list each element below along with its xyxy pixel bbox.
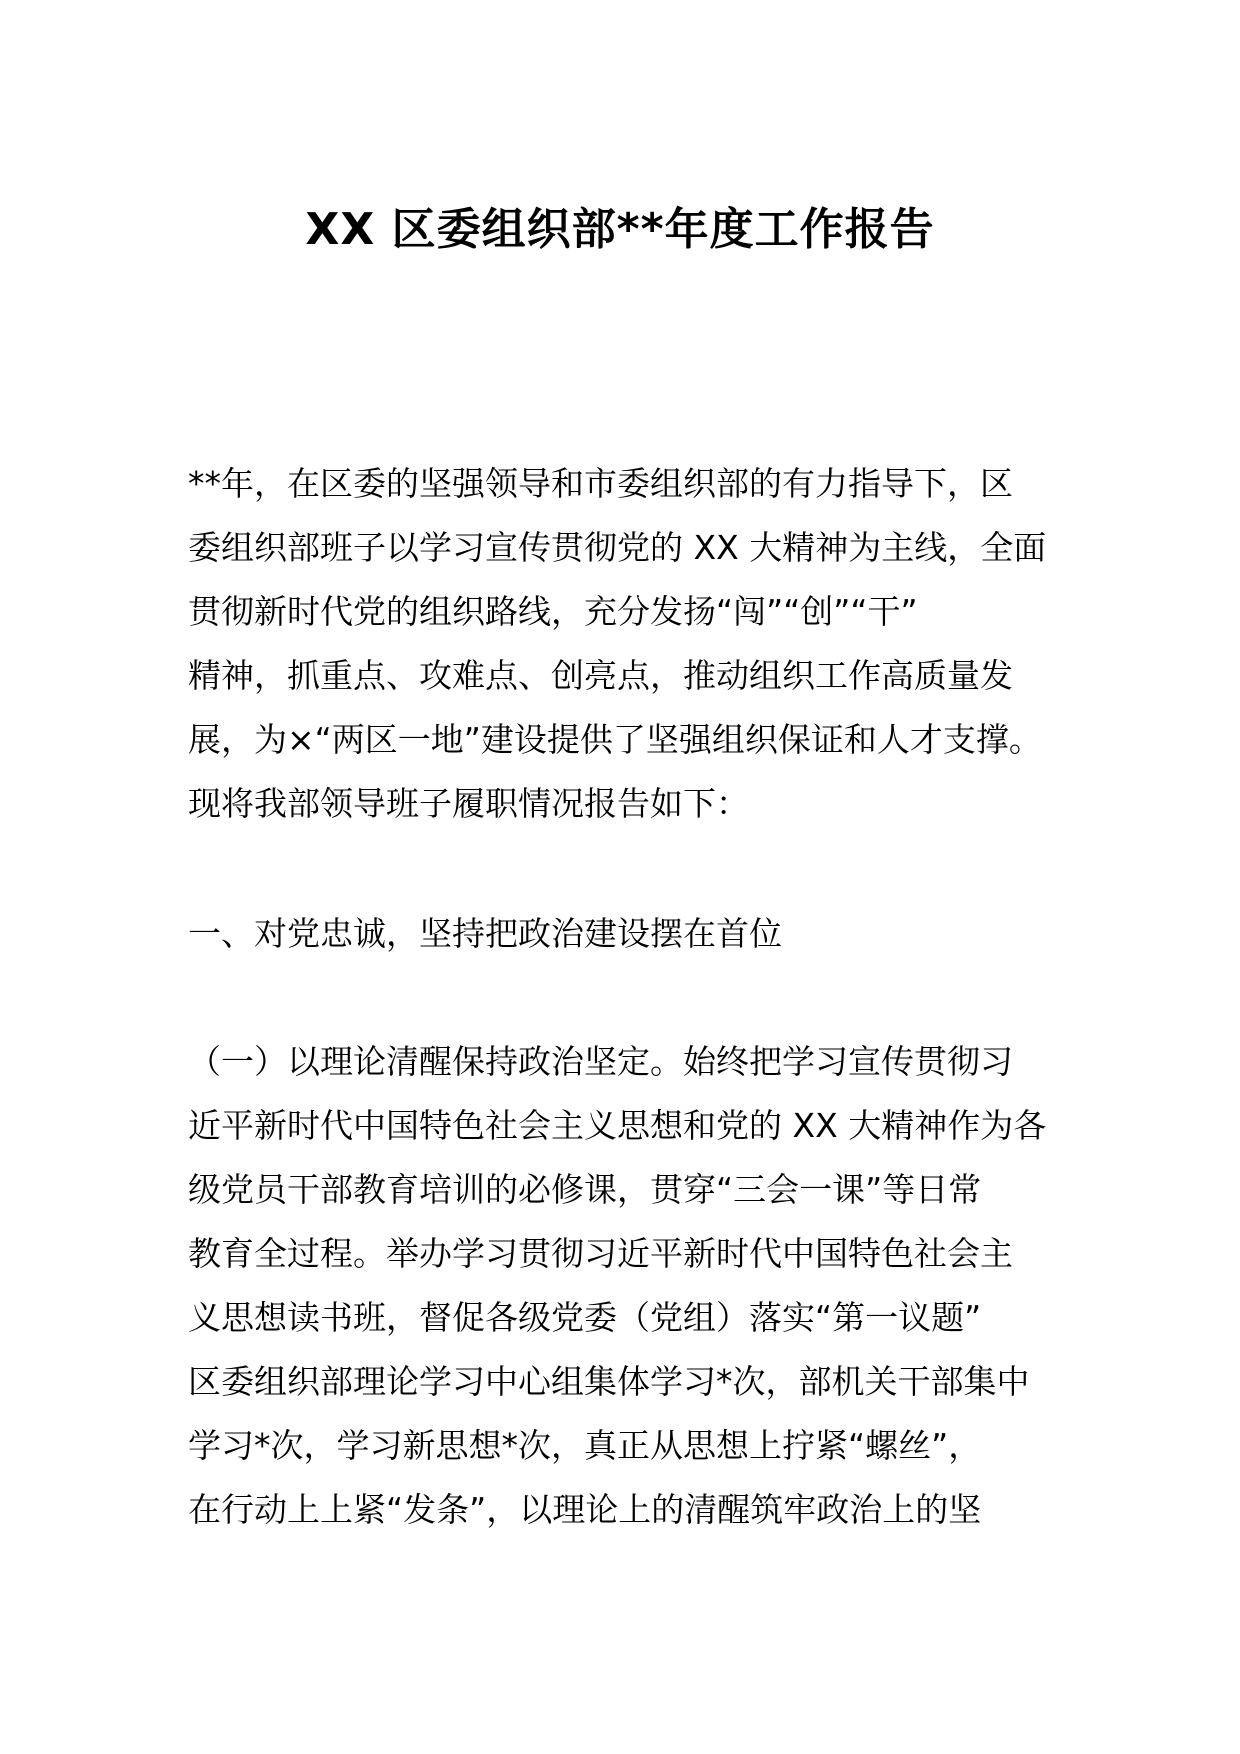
paragraph-line: 精神，抓重点、攻难点、创亮点，推动组织工作高质量发: [188, 656, 1013, 695]
paragraph-line: 区委组织部理论学习中心组集体学习*次，部机关干部集中: [188, 1362, 1030, 1401]
paragraph-line: 学习*次，学习新思想*次，真正从思想上拧紧“螺丝”，: [188, 1426, 982, 1465]
paragraph-line: 在行动上上紧“发条”，以理论上的清醒筑牢政治上的坚: [188, 1490, 982, 1529]
paragraph-line: 委组织部班子以学习宣传贯彻党的 XX 大精神为主线，全面: [188, 528, 1047, 567]
paragraph-line: 近平新时代中国特色社会主义思想和党的 XX 大精神作为各: [188, 1106, 1047, 1145]
paragraph-line: 贯彻新时代党的组织路线，充分发扬“闯”“创”“干”: [188, 592, 918, 631]
intro-paragraph: [188, 452, 1068, 836]
document-title: XX 区委组织部**年度工作报告: [305, 204, 935, 255]
paragraph-line: 展，为×“两区一地”建设提供了坚强组织保证和人才支撑。: [188, 720, 1042, 759]
paragraph-line: **年，在区委的坚强领导和市委组织部的有力指导下，区: [188, 464, 1013, 503]
paragraph-line: 义思想读书班，督促各级党委（党组）落实“第一议题”: [188, 1298, 982, 1337]
paragraph-line: 现将我部领导班子履职情况报告如下：: [188, 784, 749, 823]
section-heading: [188, 902, 1068, 966]
paragraph-line: 教育全过程。举办学习贯彻习近平新时代中国特色社会主: [188, 1234, 1013, 1273]
paragraph-line: （一）以理论清醒保持政治坚定。始终把学习宣传贯彻习: [188, 1042, 1013, 1081]
section-paragraph: [188, 1030, 1068, 1542]
paragraph-line: 级党员干部教育培训的必修课，贯穿“三会一课”等日常: [188, 1170, 982, 1209]
section-heading-text: 一、对党忠诚，坚持把政治建设摆在首位: [188, 914, 782, 953]
